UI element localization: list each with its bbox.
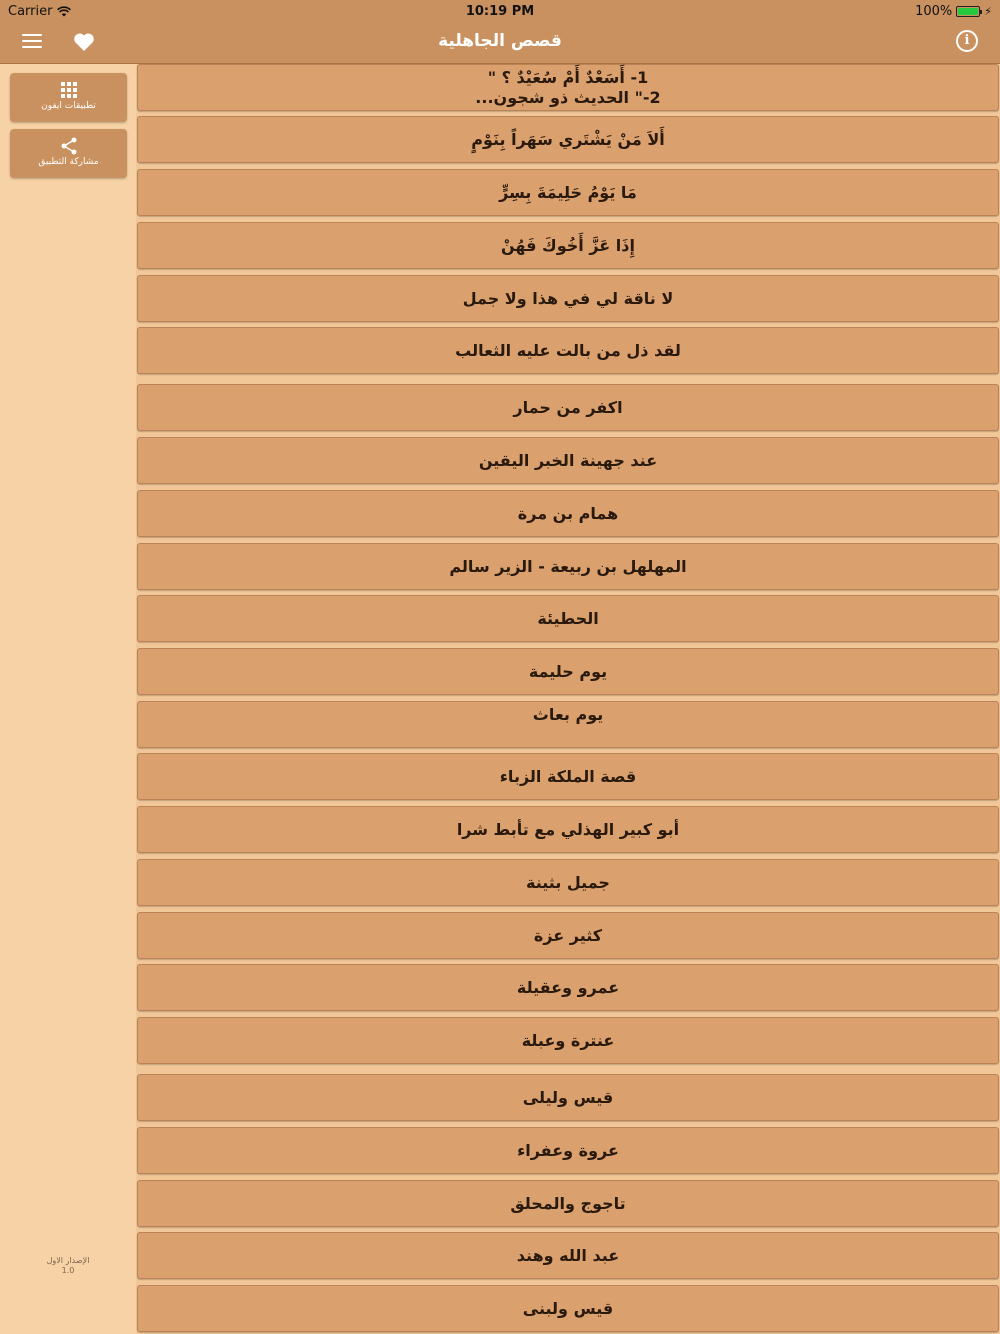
story-title: لا ناقة لي في هذا ولا جمل <box>462 289 674 308</box>
story-title: مَا يَوْمُ حَلِيمَةَ بِسِرٍّ <box>499 183 637 202</box>
list-item[interactable] <box>137 648 999 695</box>
story-title: قيس وليلى <box>522 1088 614 1107</box>
iphone-apps-label: تطبيقات ايفون <box>41 101 96 111</box>
stories-list <box>136 64 1000 1334</box>
list-item[interactable] <box>137 1127 999 1174</box>
list-item[interactable] <box>137 275 999 322</box>
story-title-line2: 2-" الحديث ذو شجون... <box>475 88 661 107</box>
info-icon[interactable]: i <box>956 30 978 52</box>
story-title: عمرو وعقيلة <box>516 978 620 997</box>
version-number: 1.0 <box>61 1266 75 1275</box>
list-item[interactable] <box>137 222 999 269</box>
list-item[interactable] <box>137 1232 999 1279</box>
list-item[interactable] <box>137 437 999 484</box>
clock: 10:19 PM <box>465 3 535 19</box>
charging-icon: ⚡ <box>984 4 992 18</box>
version-label: الإصدار الاول <box>46 1256 90 1265</box>
navigation-bar <box>0 22 1000 64</box>
list-item[interactable] <box>137 806 999 853</box>
story-title: المهلهل بن ربيعة - الزير سالم <box>449 557 687 576</box>
list-item[interactable] <box>137 169 999 216</box>
story-title: عند جهينة الخبر اليقين <box>478 451 658 470</box>
list-item[interactable] <box>137 595 999 642</box>
story-title: قيس ولبنى <box>522 1299 614 1318</box>
list-item[interactable] <box>137 116 999 163</box>
list-item[interactable] <box>137 701 999 748</box>
story-title-line1: 1- أَسَعْدٌ أَمْ سُعَيْدٌ ؟ " <box>487 68 649 87</box>
story-title: يوم بعاث <box>532 705 604 724</box>
story-title: قصة الملكة الزباء <box>499 767 637 786</box>
battery-percent: 100% <box>915 3 953 19</box>
list-item[interactable] <box>137 859 999 906</box>
list-item[interactable] <box>137 1017 999 1064</box>
sidebar <box>0 64 136 1334</box>
list-item[interactable] <box>137 1285 999 1332</box>
carrier-label: Carrier <box>8 3 53 19</box>
story-title: همام بن مرة <box>517 504 619 523</box>
story-title: عنترة وعبلة <box>521 1031 615 1050</box>
story-title: إِذَا عَزَّ أَخُوكَ فَهُنْ <box>501 236 635 255</box>
list-item[interactable] <box>137 327 999 374</box>
list-item[interactable] <box>137 1180 999 1227</box>
story-title: أبو كبير الهذلي مع تأبط شرا <box>456 820 680 839</box>
story-title: عبد الله وهند <box>516 1246 620 1265</box>
story-title: جميل بثينة <box>526 873 610 892</box>
list-item[interactable] <box>137 490 999 537</box>
story-title: كثير عزة <box>533 926 603 945</box>
story-title: تاجوج والمحلق <box>510 1194 626 1213</box>
list-item[interactable] <box>137 1074 999 1121</box>
story-title: يوم حليمة <box>528 662 608 681</box>
share-icon <box>60 137 78 155</box>
share-app-button[interactable] <box>10 129 127 178</box>
story-title: الحطيئة <box>537 609 599 628</box>
list-item[interactable] <box>137 384 999 431</box>
list-item[interactable] <box>137 964 999 1011</box>
story-title: عروة وعفراء <box>517 1141 619 1160</box>
list-item[interactable] <box>137 912 999 959</box>
story-title: اكفر من حمار <box>513 398 623 417</box>
list-item[interactable] <box>137 753 999 800</box>
iphone-apps-button[interactable] <box>10 73 127 122</box>
grid-icon <box>60 81 78 99</box>
page-title: قصص الجاهلية <box>438 31 562 51</box>
story-title: لقد ذل من بالت عليه الثعالب <box>455 341 681 360</box>
version-info <box>0 1256 136 1276</box>
story-title: أَلاَ مَنْ يَشْتَري سَهَراً بِنَوْمٍ <box>471 130 665 149</box>
list-item[interactable] <box>137 64 999 111</box>
battery-icon <box>956 6 980 17</box>
list-item[interactable] <box>137 543 999 590</box>
status-bar <box>0 0 1000 22</box>
share-app-label: مشاركة التطبيق <box>38 157 99 167</box>
